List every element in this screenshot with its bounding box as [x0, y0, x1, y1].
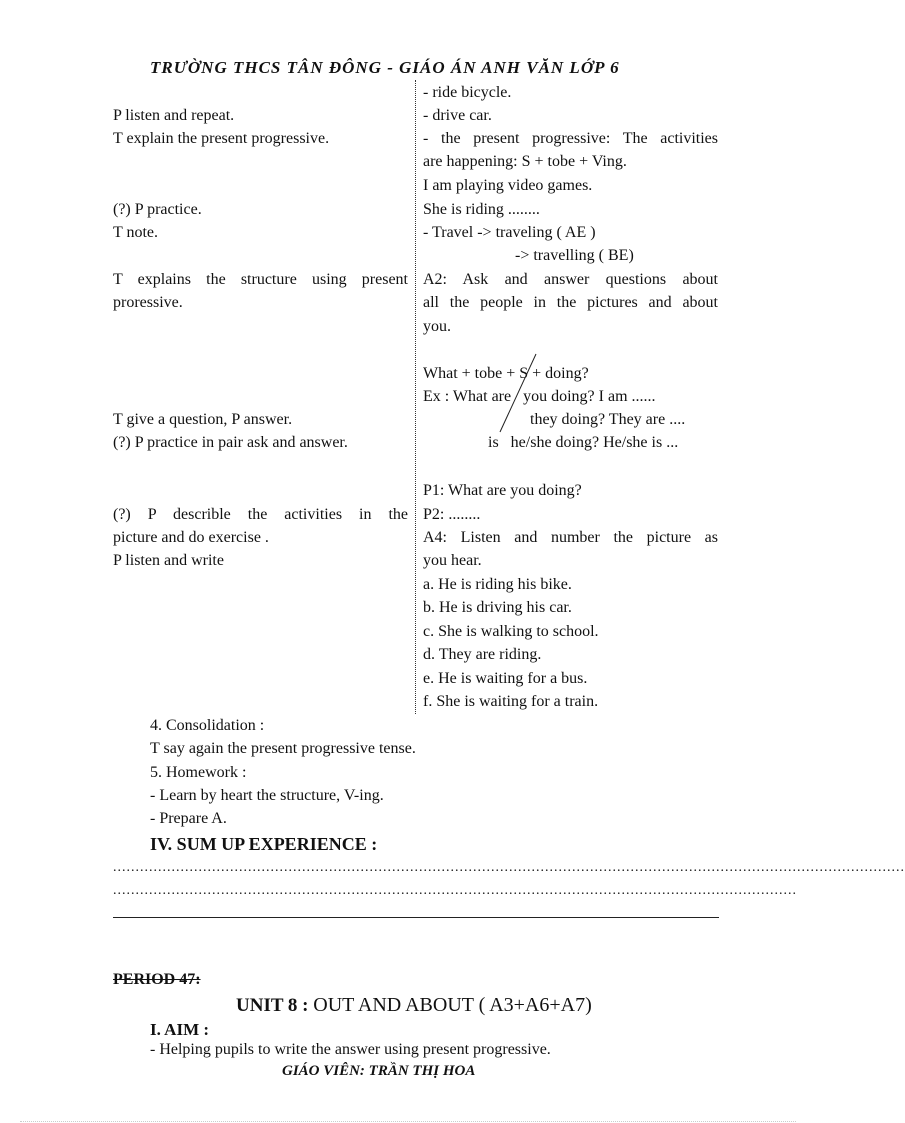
right-line: She is riding ........ [423, 201, 540, 218]
left-line: (?) P describle the activities in the [113, 506, 408, 523]
homework-heading: 5. Homework : [150, 764, 247, 781]
right-line: - the present progressive: The activities [423, 130, 718, 147]
right-line: -> travelling ( BE) [515, 247, 634, 264]
section-divider [113, 917, 719, 918]
left-line: T explain the present progressive. [113, 130, 330, 147]
right-line: b. He is driving his car. [423, 599, 572, 616]
left-line: P listen and repeat. [113, 107, 235, 124]
right-line: d. They are riding. [423, 646, 542, 663]
period-heading: PERIOD 47: [113, 971, 201, 988]
page-footer: GIÁO VIÊN: TRẦN THỊ HOA [282, 1063, 476, 1079]
dotted-line: ........................................................................................................................................................ [113, 883, 797, 898]
right-line: A4: Listen and number the picture as [423, 529, 718, 546]
right-line: they doing? They are .... [530, 411, 686, 428]
consolidation-heading: 4. Consolidation : [150, 717, 265, 734]
left-line: proressive. [113, 294, 183, 311]
right-line: - drive car. [423, 107, 492, 124]
left-line: P listen and write [113, 552, 224, 569]
left-line: T give a question, P answer. [113, 411, 293, 428]
right-line: I am playing video games. [423, 177, 593, 194]
right-line: you hear. [423, 552, 482, 569]
homework-item: - Prepare A. [150, 810, 227, 827]
right-line: e. He is waiting for a bus. [423, 670, 588, 687]
right-line: A2: Ask and answer questions about [423, 271, 718, 288]
unit-title: UNIT 8 : OUT AND ABOUT ( A3+A6+A7) [236, 994, 592, 1016]
right-line: c. She is walking to school. [423, 623, 599, 640]
right-line: f. She is waiting for a train. [423, 693, 599, 710]
left-line: T note. [113, 224, 159, 241]
homework-item: - Learn by heart the structure, V-ing. [150, 787, 384, 804]
right-line: all the people in the pictures and about [423, 294, 718, 311]
left-line: (?) P practice in pair ask and answer. [113, 434, 348, 451]
aim-item: - Helping pupils to write the answer using present progressive. [150, 1041, 551, 1058]
right-line: - ride bicycle. [423, 84, 512, 101]
dotted-line: ................................................................................................................................................................................ [113, 860, 905, 875]
left-line: T explains the structure using present [113, 271, 408, 288]
right-line: is he/she doing? He/she is ... [488, 434, 679, 451]
right-line: P1: What are you doing? [423, 482, 582, 499]
aim-heading: I. AIM : [150, 1020, 210, 1039]
right-line: What + tobe + S + doing? [423, 365, 589, 382]
column-divider [415, 80, 416, 714]
right-line: you. [423, 318, 451, 335]
right-line: Ex : What are you doing? I am ...... [423, 388, 656, 405]
page-header: TRƯỜNG THCS TÂN ĐÔNG - GIÁO ÁN ANH VĂN LỚP 6 [150, 58, 620, 77]
right-line: are happening: S + tobe + Ving. [423, 153, 627, 170]
left-line: (?) P practice. [113, 201, 202, 218]
diagonal-pen-stroke [496, 352, 540, 436]
right-line: a. He is riding his bike. [423, 576, 572, 593]
right-line: P2: ........ [423, 506, 481, 523]
sum-up-heading: IV. SUM UP EXPERIENCE : [150, 834, 378, 854]
page-edge [20, 1121, 796, 1122]
right-line: - Travel -> traveling ( AE ) [423, 224, 596, 241]
left-line: picture and do exercise . [113, 529, 269, 546]
consolidation-text: T say again the present progressive tense. [150, 740, 416, 757]
